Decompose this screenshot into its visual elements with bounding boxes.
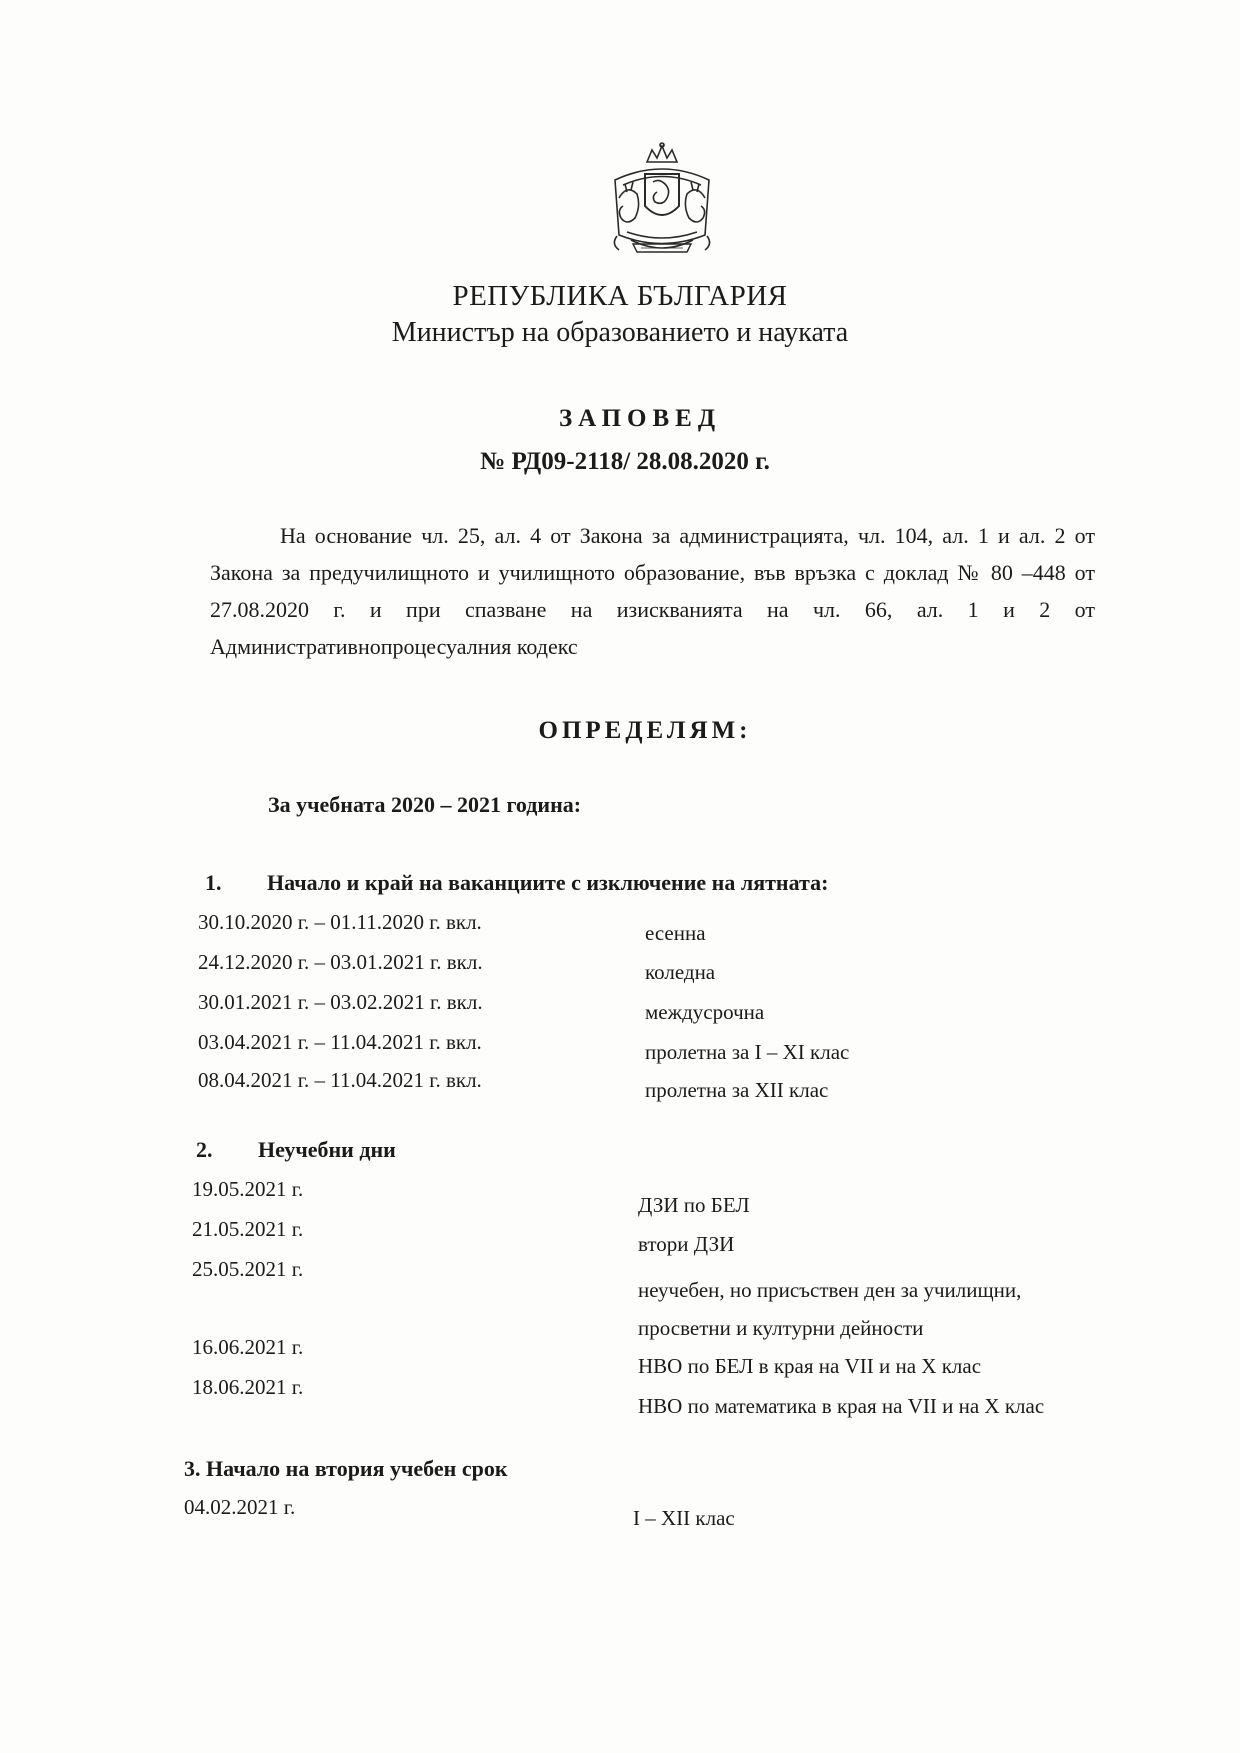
section-2-heading	[196, 1137, 396, 1163]
non-school-date: 19.05.2021 г.	[192, 1177, 304, 1201]
bulgarian-coat-of-arms-icon	[597, 140, 727, 266]
school-year-heading: За учебната 2020 – 2021 година:	[268, 792, 582, 817]
non-school-description: ДЗИ по БЕЛ	[638, 1193, 750, 1217]
vacation-period: 30.01.2021 г. – 03.02.2021 г. вкл.	[198, 990, 483, 1014]
determine-heading: ОПРЕДЕЛЯМ:	[538, 717, 752, 744]
section-1-heading	[205, 870, 828, 896]
legal-basis-paragraph	[210, 517, 1095, 665]
vacation-period: 08.04.2021 г. – 11.04.2021 г. вкл.	[198, 1068, 482, 1092]
section-1-title: Начало и край на ваканциите с изключение на лятната:	[267, 870, 829, 895]
vacation-period: 30.10.2020 г. – 01.11.2020 г. вкл.	[198, 910, 482, 934]
non-school-description: НВО по математика в края на VII и на X клас	[638, 1394, 1045, 1418]
second-term-classes: I – XII клас	[633, 1506, 735, 1530]
non-school-date: 16.06.2021 г.	[192, 1335, 304, 1359]
non-school-date: 18.06.2021 г.	[192, 1375, 304, 1399]
vacation-name: междусрочна	[645, 1000, 765, 1024]
vacation-name: коледна	[645, 960, 716, 984]
non-school-description: втори ДЗИ	[638, 1232, 735, 1256]
second-term-date: 04.02.2021 г.	[184, 1495, 296, 1519]
section-3-heading: 3. Начало на втория учебен срок	[184, 1456, 508, 1481]
legal-basis-text: На основание чл. 25, ал. 4 от Закона за администрацията, чл. 104, ал. 1 и ал. 2 от Закона за предучилищното и училищното образование, във връзка с доклад № 80 –448 от 27.08.2020 г. и при спазване на изискванията на чл. 66, ал. 1 и 2 от Административнопроцесуалния кодекс	[210, 523, 1095, 659]
vacation-name: есенна	[645, 921, 706, 945]
non-school-date: 21.05.2021 г.	[192, 1217, 304, 1241]
vacation-name: пролетна за XII клас	[645, 1078, 829, 1102]
section-2-title: Неучебни дни	[258, 1137, 396, 1162]
republic-title: РЕПУБЛИКА БЪЛГАРИЯ	[452, 280, 788, 312]
non-school-description: неучебен, но присъствен ден за училищни,	[638, 1278, 1022, 1302]
order-number: № РД09-2118/ 28.08.2020 г.	[480, 448, 770, 475]
vacation-period: 03.04.2021 г. – 11.04.2021 г. вкл.	[198, 1030, 482, 1054]
section-1-number: 1.	[205, 870, 222, 895]
non-school-date: 25.05.2021 г.	[192, 1257, 304, 1281]
section-2-number: 2.	[196, 1137, 213, 1162]
ministry-title: Министър на образованието и науката	[391, 317, 849, 348]
order-title: ЗАПОВЕД	[558, 405, 722, 432]
non-school-description: просветни и културни дейности	[638, 1316, 924, 1340]
vacation-period: 24.12.2020 г. – 03.01.2021 г. вкл.	[198, 950, 483, 974]
non-school-description: НВО по БЕЛ в края на VII и на X клас	[638, 1354, 982, 1378]
vacation-name: пролетна за I – XI клас	[645, 1040, 850, 1064]
